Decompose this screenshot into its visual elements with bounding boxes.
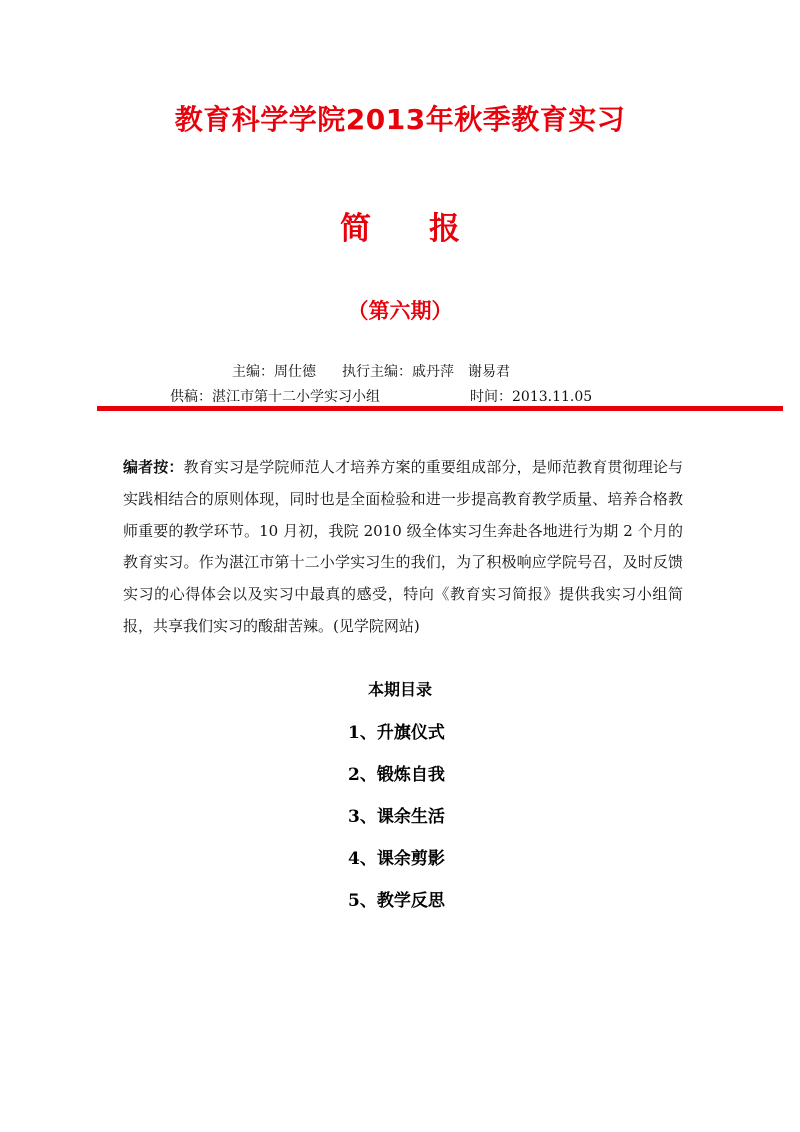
- toc-item-number: 4、: [348, 849, 377, 869]
- toc-item: [348, 718, 445, 743]
- toc-heading: 本期目录: [367, 680, 432, 699]
- toc-item: [348, 886, 445, 911]
- main-title: 教育科学学院2013年秋季教育实习: [174, 103, 626, 136]
- toc-item: [348, 760, 445, 785]
- bulletin-title-char-2: 报: [429, 211, 460, 247]
- editor-note-label: 编者按：: [123, 458, 184, 476]
- toc-item: [348, 844, 445, 869]
- editor-line: [232, 361, 510, 381]
- toc-item-number: 5、: [348, 891, 377, 911]
- exec-editor-name-2: 谢易君: [468, 364, 510, 380]
- source-label: 供稿：: [170, 389, 212, 405]
- toc-item-number: 3、: [348, 807, 377, 827]
- editor-label: 主编：: [232, 364, 274, 380]
- exec-editor-label: 执行主编：: [342, 364, 412, 380]
- toc-item-label: 升旗仪式: [376, 723, 445, 743]
- toc-item-label: 课余生活: [376, 807, 445, 827]
- issue-number: （第六期）: [347, 299, 453, 323]
- toc-item-number: 1、: [348, 723, 377, 743]
- editor-note: [123, 452, 683, 643]
- header-divider: [97, 406, 783, 411]
- editor-name: 周仕德: [274, 364, 316, 380]
- exec-editor-name-1: 戚丹萍: [412, 364, 454, 380]
- date-value: 2013.11.05: [512, 389, 593, 405]
- toc-item-label: 锻炼自我: [376, 765, 445, 785]
- bulletin-title-char-1: 简: [340, 211, 371, 247]
- editor-note-text: 教育实习是学院师范人才培养方案的重要组成部分，是师范教育贯彻理论与实践相结合的原则体现，同时也是全面检验和进一步提高教育教学质量、培养合格教师重要的教学环节。10 月初，我院 2010 级全体实习生奔赴各地进行为期 2 个月的教育实习。作为湛江市第十二小学实习生的我们，为了积极响应学院号召，及时反馈实习的心得体会以及实习中最真的感受，特向《教育实习简报》提供我实习小组简报，共享我们实习的酸甜苦辣。(见学院网站): [123, 458, 683, 635]
- source-name: 湛江市第十二小学实习小组: [212, 389, 380, 405]
- date-label: 时间：: [470, 389, 512, 405]
- toc-item-label: 课余剪影: [376, 849, 445, 869]
- toc-item-number: 2、: [348, 765, 377, 785]
- bulletin-title: [0, 203, 800, 248]
- toc-item-label: 教学反思: [376, 891, 445, 911]
- source-line: [170, 386, 592, 406]
- toc-item: [348, 802, 445, 827]
